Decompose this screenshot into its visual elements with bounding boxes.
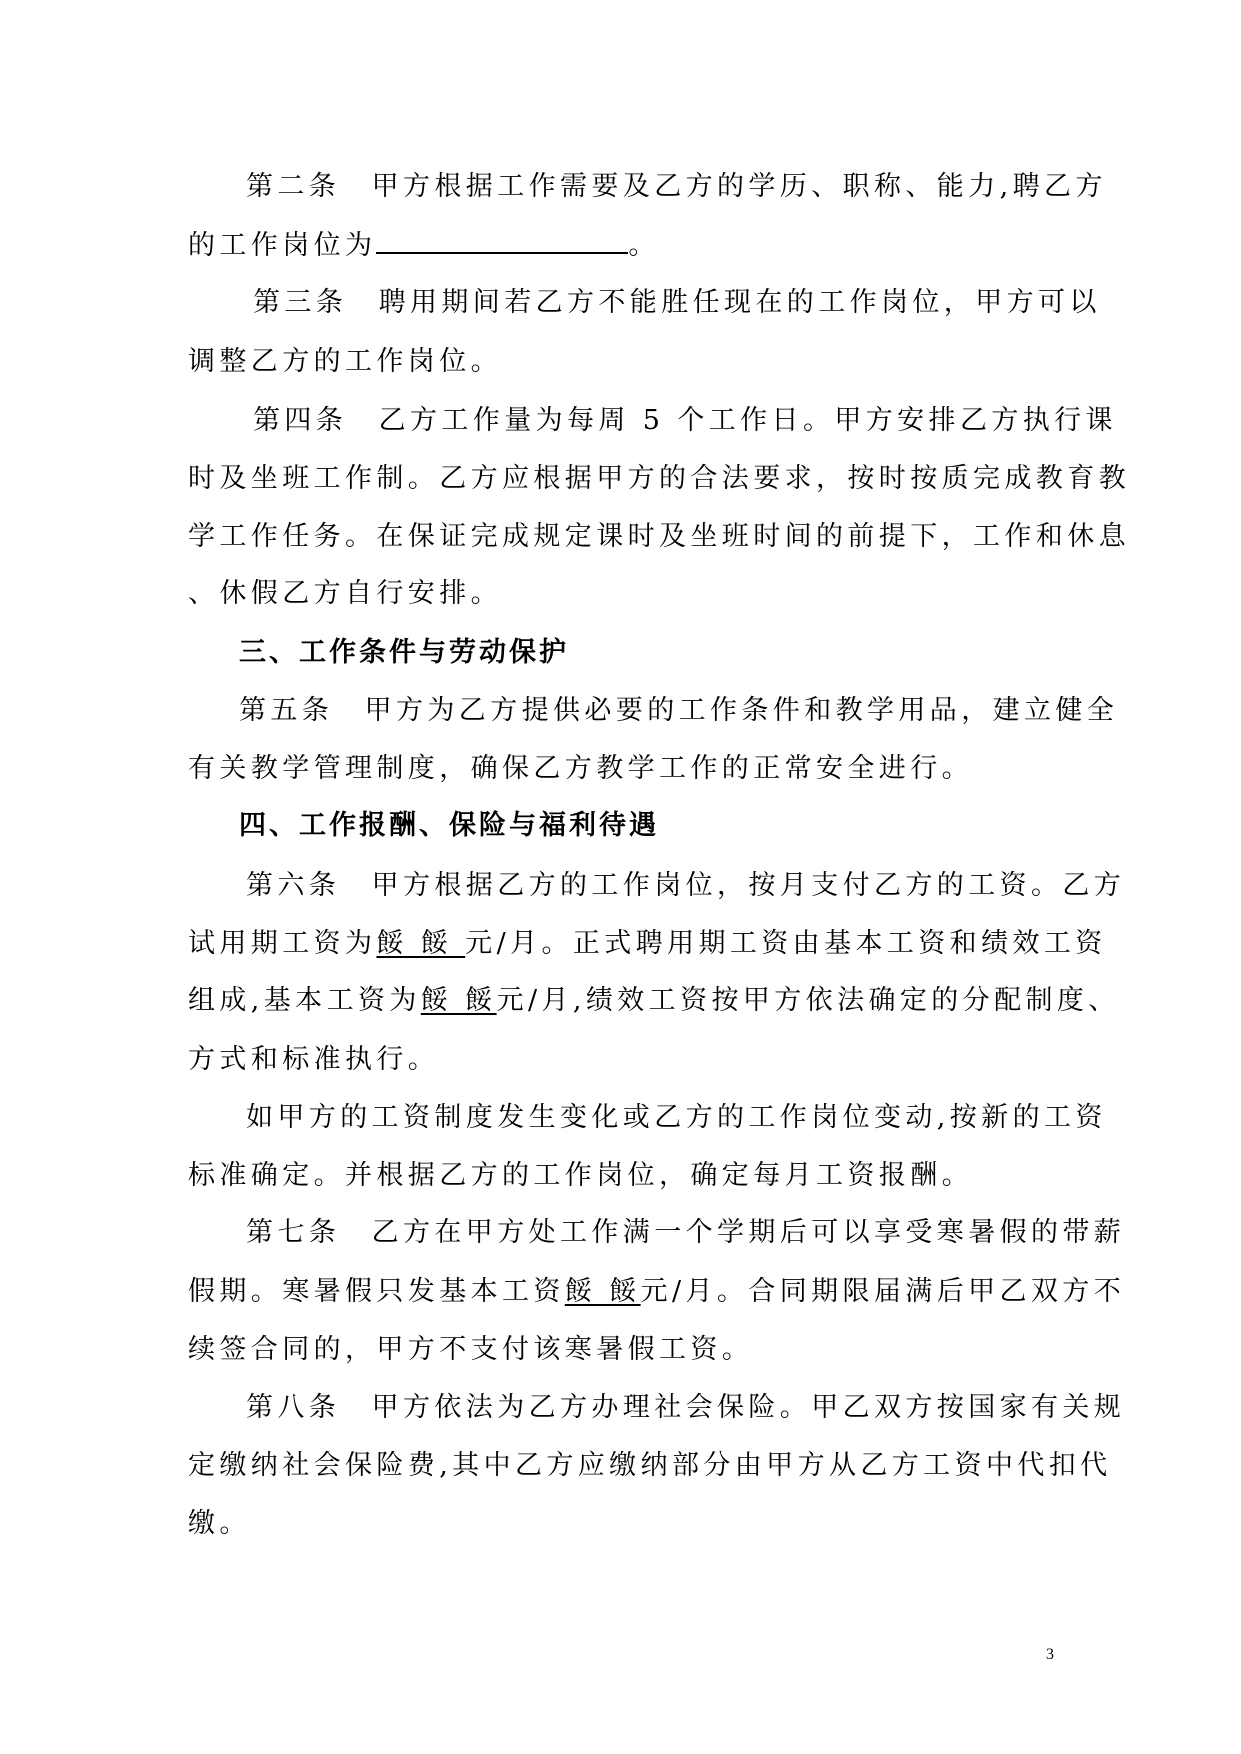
article-6-line-2-rest: 元/月。正式聘用期工资由基本工资和绩效工资 (465, 928, 1107, 959)
article-7-line-1: 第七条 乙方在甲方处工作满一个学期后可以享受寒暑假的带薪 (246, 1217, 1126, 1248)
article-3-line-2: 调整乙方的工作岗位。 (188, 346, 502, 377)
article-4-line-4: 、休假乙方自行安排。 (188, 578, 502, 609)
base-wage-blank: 餒 餒 (420, 985, 497, 1016)
article-6-line-3-rest: 元/月,绩效工资按甲方依法确定的分配制度、 (496, 985, 1120, 1016)
article-2-line-2 (188, 224, 660, 266)
article-3-line-1: 第三条 聘用期间若乙方不能胜任现在的工作岗位，甲方可以 (253, 287, 1101, 318)
article-6-para-2-line-2: 标准确定。并根据乙方的工作岗位，确定每月工资报酬。 (188, 1160, 973, 1191)
job-position-blank (376, 224, 628, 254)
article-4-line-1: 第四条 乙方工作量为每周 5 个工作日。甲方安排乙方执行课 (253, 405, 1117, 436)
article-4-line-2: 时及坐班工作制。乙方应根据甲方的合法要求，按时按质完成教育教 (188, 463, 1130, 494)
article-2-line-2-end: 。 (628, 230, 660, 261)
article-6-line-3-text: 组成,基本工资为 (188, 985, 421, 1016)
page-number: 3 (1046, 1646, 1054, 1663)
article-5-line-2: 有关教学管理制度，确保乙方教学工作的正常安全进行。 (188, 753, 973, 784)
probation-wage-blank: 餒 餒 (376, 928, 466, 959)
article-7-line-2 (188, 1272, 1125, 1312)
section-4-heading: 四、工作报酬、保险与福利待遇 (239, 810, 659, 841)
article-4-line-3: 学工作任务。在保证完成规定课时及坐班时间的前提下，工作和休息 (188, 521, 1130, 552)
article-5-line-1: 第五条 甲方为乙方提供必要的工作条件和教学用品，建立健全 (239, 695, 1119, 726)
vacation-wage-blank: 餒 餒 (564, 1276, 641, 1307)
article-6-line-4: 方式和标准执行。 (188, 1044, 440, 1075)
article-6-line-3 (188, 981, 1120, 1021)
article-6-line-2-text: 试用期工资为 (188, 928, 377, 959)
article-2-line-1: 第二条 甲方根据工作需要及乙方的学历、职称、能力,聘乙方 (246, 171, 1107, 202)
article-7-line-3: 续签合同的，甲方不支付该寒暑假工资。 (188, 1334, 754, 1365)
article-7-line-2-text: 假期。寒暑假只发基本工资 (188, 1276, 565, 1307)
article-8-line-3: 缴。 (188, 1508, 251, 1539)
article-6-line-2 (188, 924, 1107, 964)
section-3-heading: 三、工作条件与劳动保护 (239, 637, 569, 668)
article-6-para-2-line-1: 如甲方的工资制度发生变化或乙方的工作岗位变动,按新的工资 (246, 1102, 1107, 1133)
article-2-line-2-text: 的工作岗位为 (188, 230, 377, 261)
article-8-line-2: 定缴纳社会保险费,其中乙方应缴纳部分由甲方从乙方工资中代扣代 (188, 1450, 1112, 1481)
article-6-line-1: 第六条 甲方根据乙方的工作岗位，按月支付乙方的工资。乙方 (246, 870, 1126, 901)
article-8-line-1: 第八条 甲方依法为乙方办理社会保险。甲乙双方按国家有关规 (246, 1392, 1126, 1423)
article-7-line-2-rest: 元/月。合同期限届满后甲乙双方不 (640, 1276, 1126, 1307)
